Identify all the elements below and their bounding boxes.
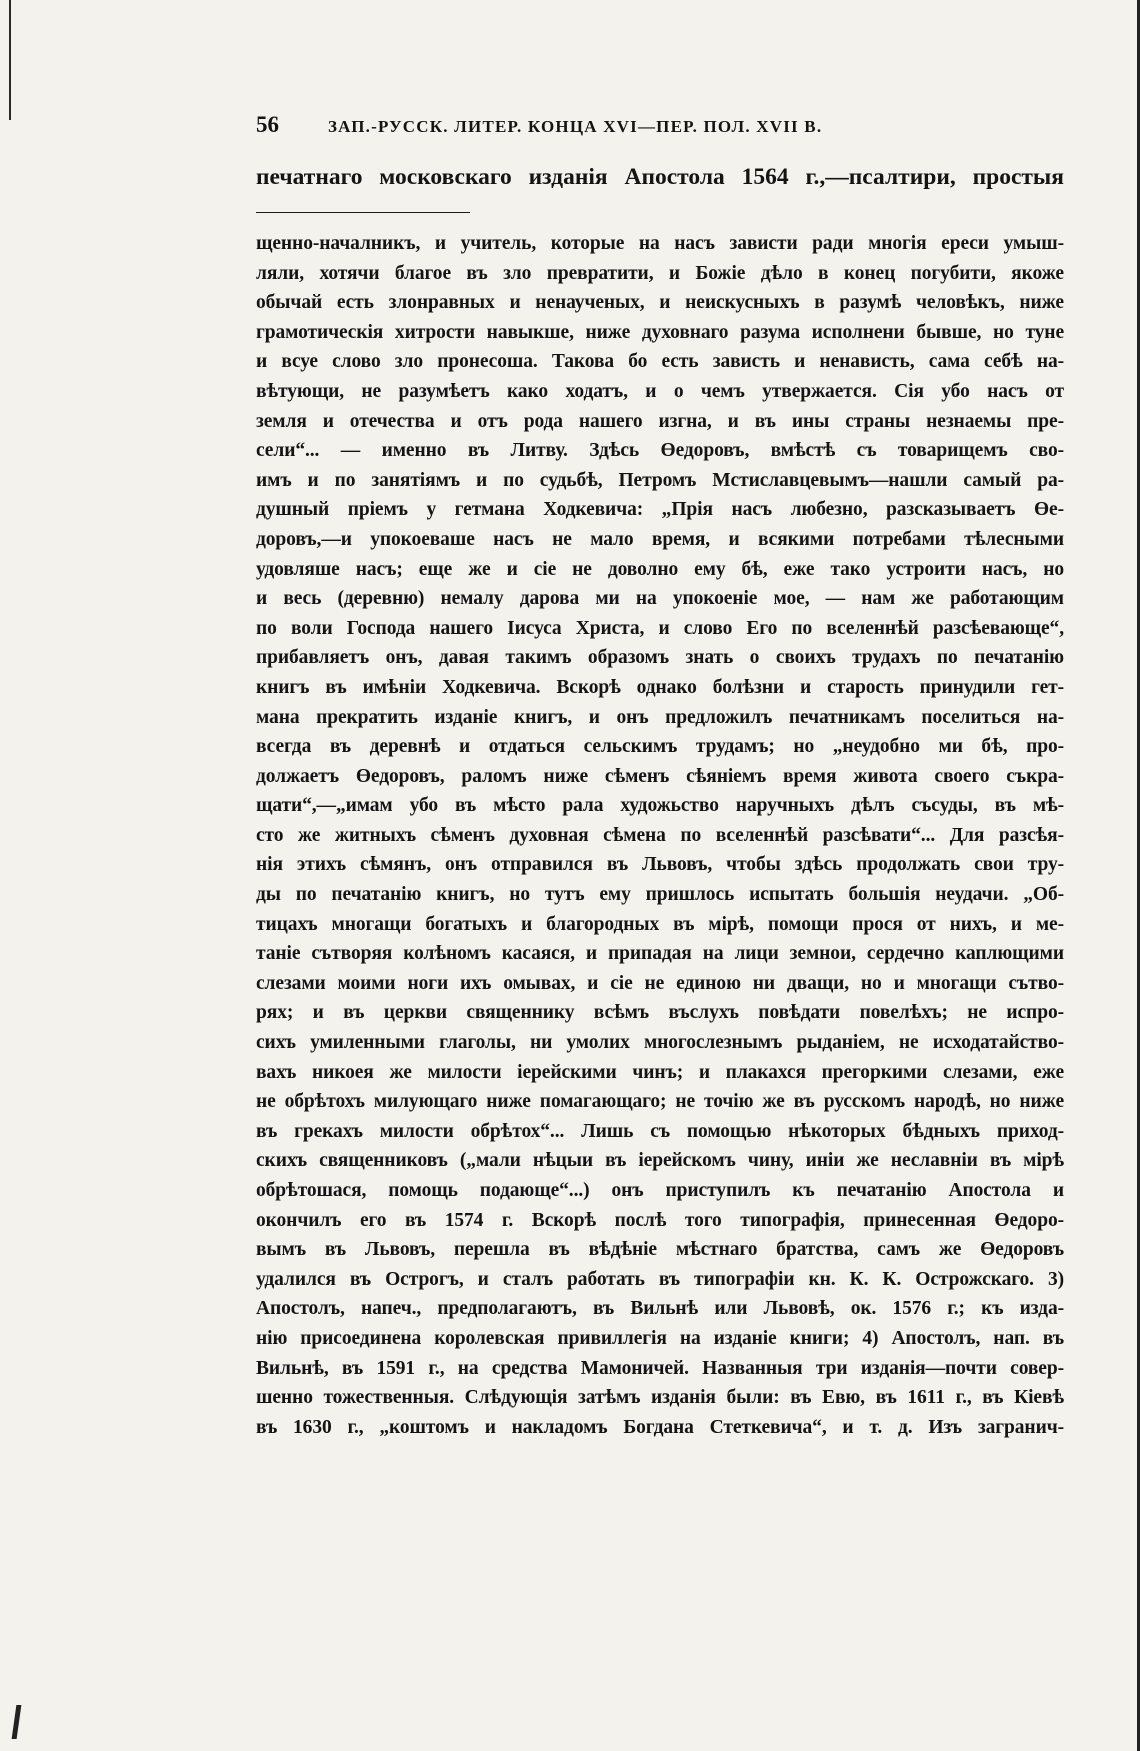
running-title: ЗАП.-РУССК. ЛИТЕР. КОНЦА XVI—ПЕР. ПОЛ. XVII В. (328, 117, 823, 136)
footnote-line: не обрѣтохъ милующаго ниже помагающаго; не точію же въ русскомъ народѣ, но ниже (256, 1091, 1064, 1113)
footnote-line: грамотическія хитрости навыкше, ниже духовнаго разума исполнени бывше, но туне (256, 321, 1064, 343)
footnote-line: таніе сътворяя колѣномъ касаяся, и припадая на лици земнои, сердечно каплющими (256, 943, 1064, 965)
footnote-line: обрѣтошася, помощь подающе“...) онъ приступилъ къ печатанію Апостола и (256, 1180, 1064, 1201)
footnote-line: должаетъ Өедоровъ, раломъ ниже сѣменъ сѣяніемъ время живота своего съкра- (256, 765, 1064, 787)
footnote-line: скихъ священниковъ („мали нѣцыи въ іерейскомъ чину, иніи же неславніи въ мірѣ (256, 1150, 1064, 1172)
footnote-line: земля и отечества и отъ рода нашего изгна, и въ ины страны незнаемы пре- (256, 410, 1064, 432)
footnote-line: сто же житныхъ сѣменъ духовная сѣмена по вселеннѣй разсѣвати“... Для разсѣя- (256, 824, 1064, 846)
footnote-line: нія этихъ сѣмянъ, онъ отправился въ Львовъ, чтобы здѣсь продолжать свои тру- (256, 854, 1064, 876)
footnote-line: Вильнѣ, въ 1591 г., на средства Мамоничей. Названныя три изданія—почти совер- (256, 1357, 1064, 1379)
footnote-block (256, 229, 1064, 1442)
book-page (256, 112, 1076, 1442)
footnote-line: окончилъ его въ 1574 г. Вскорѣ послѣ того типографія, принесенная Өедоро- (256, 1209, 1064, 1231)
footnote-line: щати“,—„имам убо въ мѣсто рала художьство наручныхъ дѣлъ съсуды, въ мѣ- (256, 795, 1064, 817)
footnote-line: удовляше насъ; еще же и сіе не доволно ему бѣ, еже тако устроити насъ, но (256, 558, 1064, 580)
footnote-line: и всуе слово зло пронесоша. Такова бо есть зависть и ненависть, сама себѣ на- (256, 351, 1064, 373)
scan-border-left (9, 0, 11, 120)
footnote-line: доровъ,—и упокоеваше насъ не мало время, и всякими потребами тѣлесными (256, 528, 1064, 550)
body-text-line: печатнаго московскаго изданія Апостола 1564 г.,—псалтири, простыя (256, 164, 1064, 190)
footnote-line: прибавляетъ онъ, давая такимъ образомъ знать о своихъ трудахъ по печатанію (256, 647, 1064, 669)
footnote-line: щенно-началникъ, и учитель, которые на насъ зависти ради многія ереси умыш- (256, 233, 1064, 254)
footnote-line: вѣтующи, не разумѣетъ како ходатъ, и о чемъ утвержается. Сія убо насъ от (256, 380, 1064, 402)
footnote-line: душный пріемъ у гетмана Ходкевича: „Прія насъ любезно, разсказываетъ Өе- (256, 499, 1064, 521)
footnote-line: имъ и по занятіямъ и по судьбѣ, Петромъ Мстиславцевымъ—нашли самый ра- (256, 469, 1064, 491)
footnote-line: по воли Господа нашего Іисуса Христа, и слово Его по вселеннѣй разсѣевающе“, (256, 617, 1064, 639)
footnote-line: вахъ никоея же милости іерейскими чинъ; и плакахся прегоркими слезами, еже (256, 1061, 1064, 1083)
footnote-line: удалился въ Острогъ, и сталъ работать въ типографіи кн. К. К. Острожскаго. 3) (256, 1268, 1064, 1290)
running-head (256, 112, 1076, 146)
footnote-line: тицахъ многащи богатыхъ и благородных въ мірѣ, помощи прося от нихъ, и ме- (256, 913, 1064, 935)
footnote-line: сели“... — именно въ Литву. Здѣсь Өедоровъ, вмѣстѣ съ товарищемъ сво- (256, 440, 1064, 462)
footnote-line: и весь (деревню) немалу дарова ми на упокоеніе мое, — нам же работающим (256, 588, 1064, 610)
footnote-line: мана прекратить изданіе книгъ, и онъ предложилъ печатникамъ поселиться на- (256, 706, 1064, 728)
footnote-line: всегда въ деревнѣ и отдаться сельскимъ трудамъ; но „неудобно ми бѣ, про- (256, 736, 1064, 758)
footnote-line: вымъ въ Львовъ, перешла въ вѣдѣніе мѣстнаго братства, самъ же Өедоровъ (256, 1239, 1064, 1261)
scan-corner-mark (12, 1705, 22, 1739)
footnote-line: ды по печатанію книгъ, но тутъ ему пришлось испытать большія неудачи. „Об- (256, 884, 1064, 906)
footnote-separator (256, 212, 470, 213)
footnote-line: ляли, хотячи благое въ зло превратити, и Божіе дѣло в конец погубити, якоже (256, 262, 1064, 284)
footnote-line: Апостолъ, напеч., предполагаютъ, въ Вильнѣ или Львовѣ, ок. 1576 г.; къ изда- (256, 1298, 1064, 1320)
page-number: 56 (256, 112, 279, 137)
footnote-line: въ 1630 г., „коштомъ и накладомъ Богдана Стеткевича“, и т. д. Изъ загранич- (256, 1416, 1064, 1438)
footnote-line: шенно тожественныя. Слѣдующія затѣмъ изданія были: въ Евю, въ 1611 г., въ Кіевѣ (256, 1387, 1064, 1409)
footnote-line: въ грекахъ милости обрѣтох“... Лишь съ помощью нѣкоторых бѣдныхъ приход- (256, 1120, 1064, 1142)
footnote-line: книгъ въ имѣніи Ходкевича. Вскорѣ однако болѣзни и старость принудили гет- (256, 676, 1064, 698)
footnote-line: сихъ умиленными глаголы, ни умолих многослезнымъ рыданіем, не исходатайство- (256, 1032, 1064, 1054)
footnote-line: нію присоединена королевская привиллегія на изданіе книги; 4) Апостолъ, нап. въ (256, 1327, 1064, 1349)
footnote-line: рях; и въ церкви священнику всѣмъ въслухъ повѣдати повелѣхъ; не испро- (256, 1002, 1064, 1024)
footnote-line: слезами моими ноги ихъ омывах, и сіе не единою ни дващи, но и многащи сътво- (256, 972, 1064, 994)
footnote-line: обычай есть злонравных и ненаученых, и неискусныхъ в разумѣ человѣкъ, ниже (256, 292, 1064, 314)
